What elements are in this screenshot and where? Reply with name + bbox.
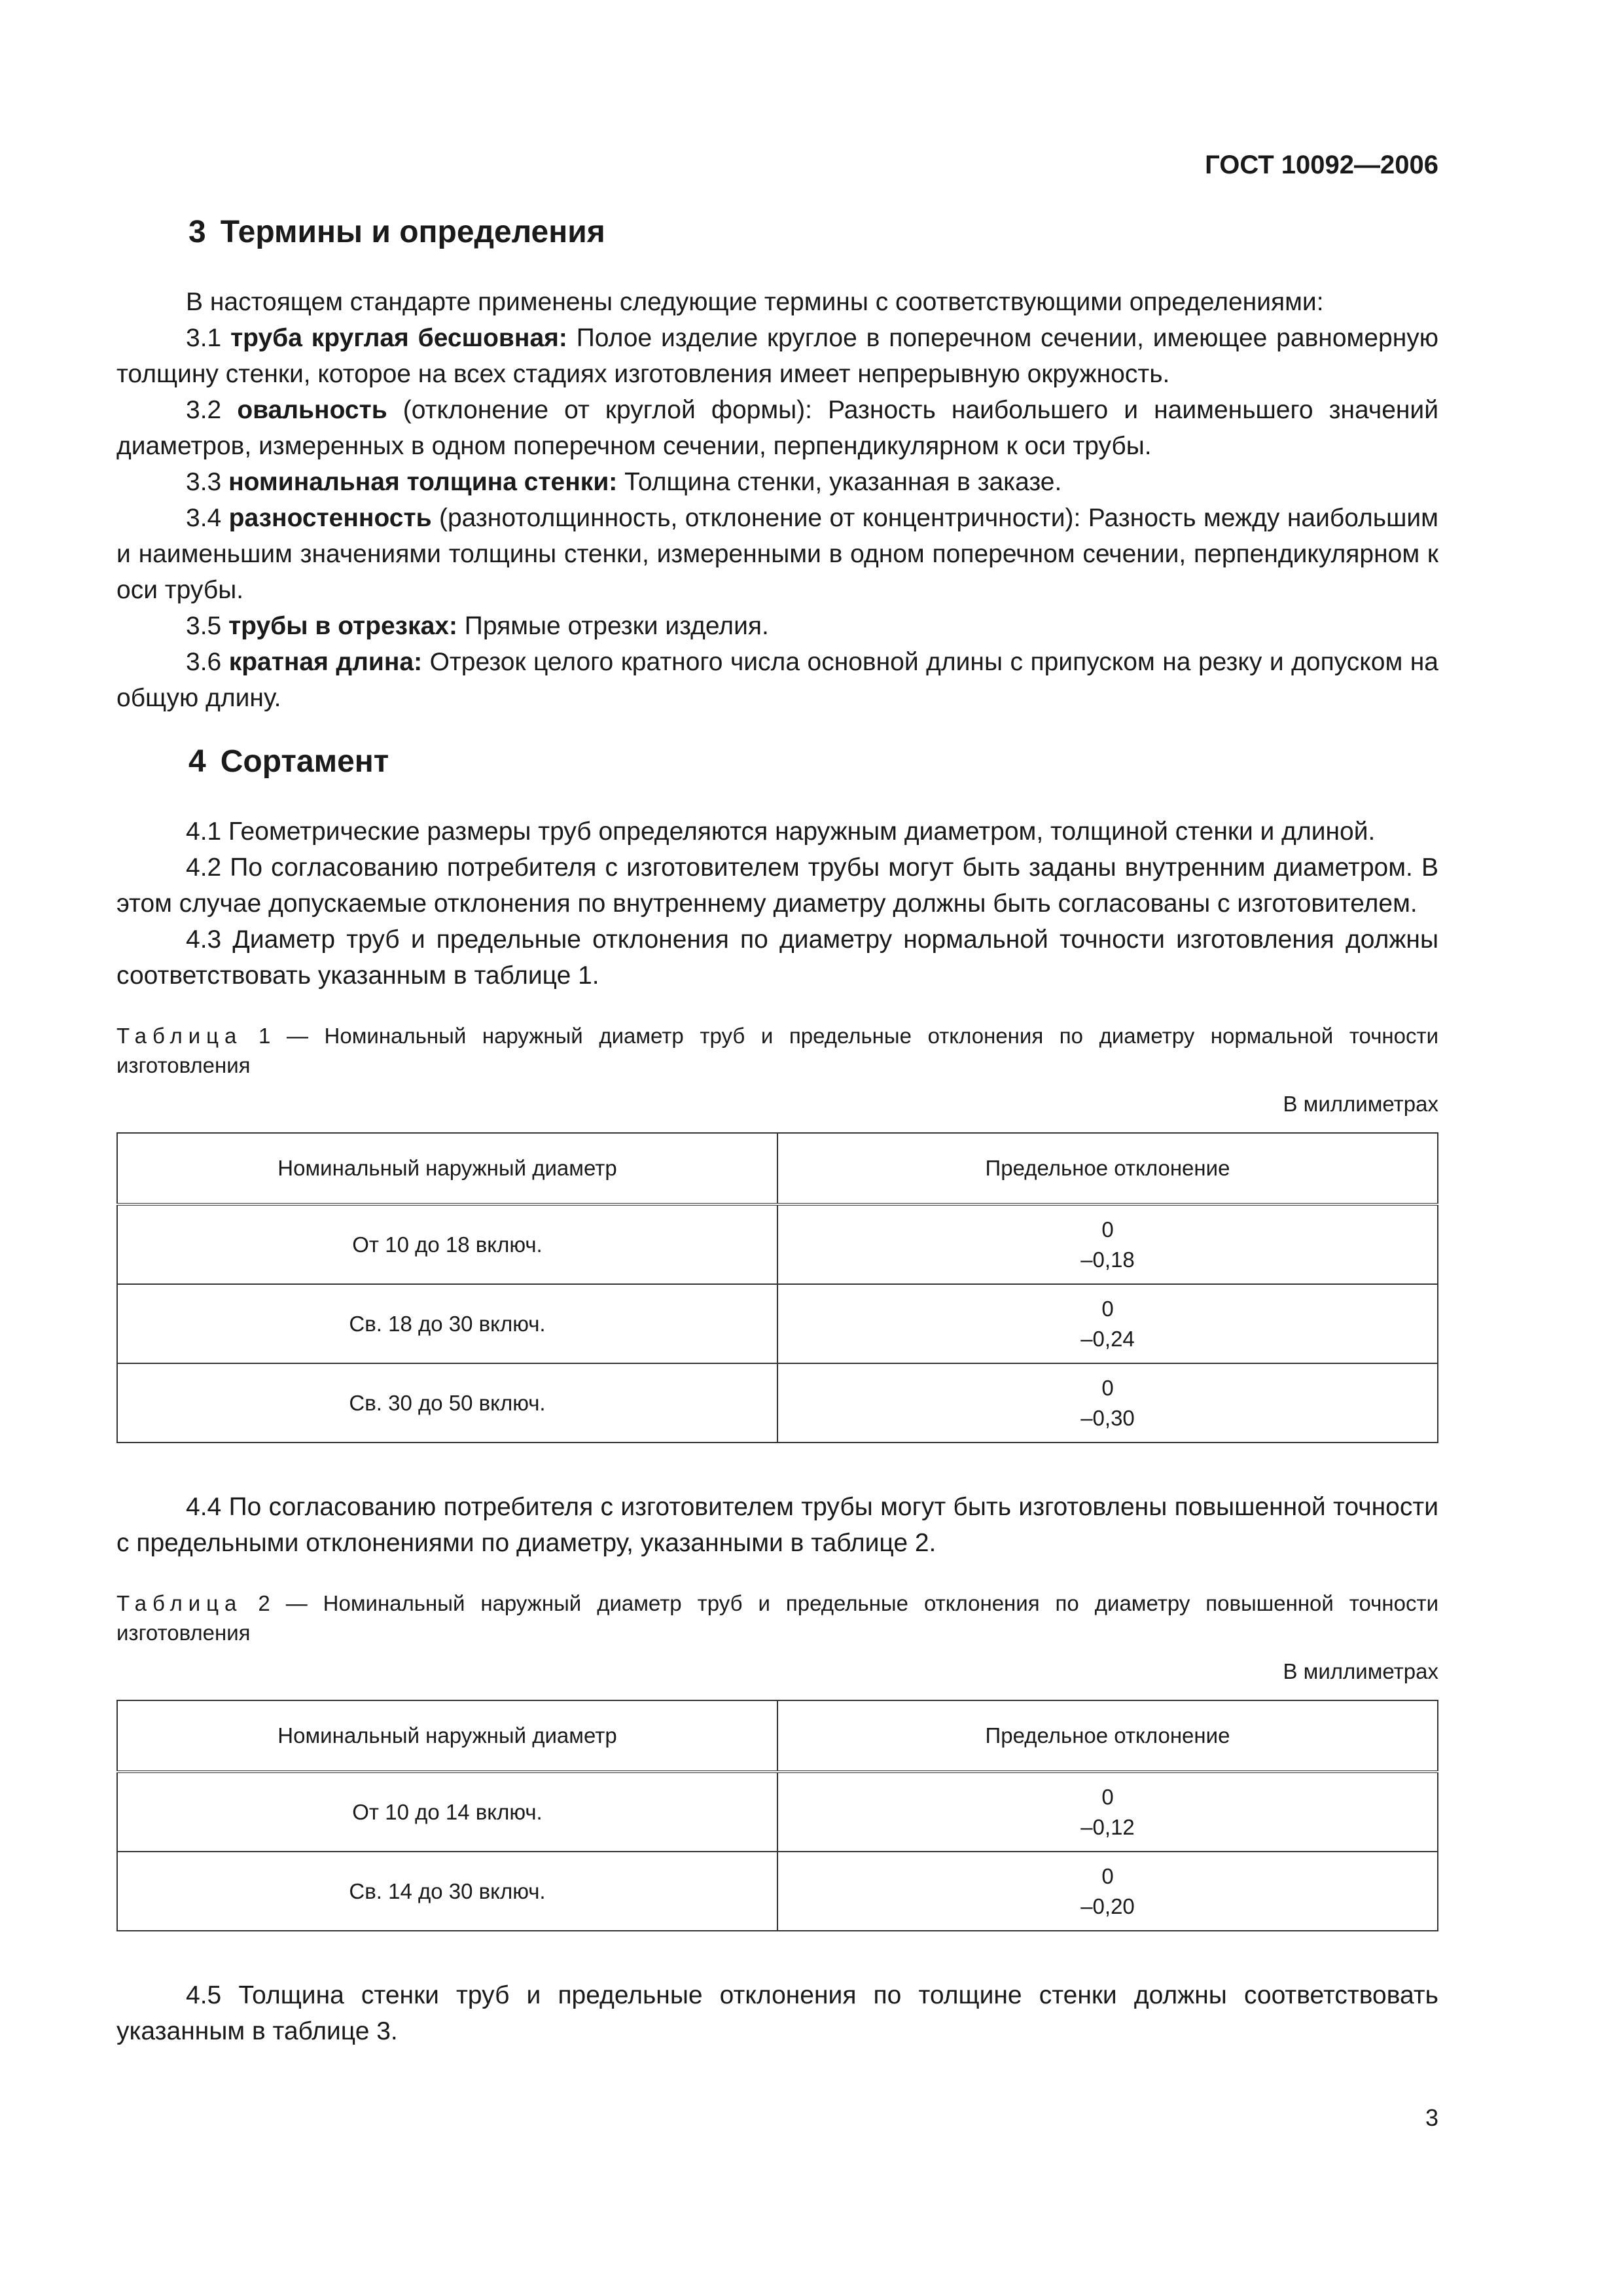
paragraph-4-2: 4.2 По согласованию потребителя с изготовителем трубы могут быть заданы внутренним диаметром. В этом случае допускаемые отклонения по внутреннему диаметру должны быть согласованы с изготовителем.	[116, 853, 1438, 918]
table-1-caption	[116, 1021, 1438, 1080]
term-name: трубы в отрезках:	[228, 612, 457, 640]
term-name: кратная длина:	[228, 648, 423, 676]
table-row	[117, 1772, 1438, 1852]
lower-deviation: –0,12	[1080, 1815, 1135, 1839]
term-number: 3.3	[186, 468, 222, 496]
paragraph-4-5: 4.5 Толщина стенки труб и предельные отклонения по толщине стенки должны соответствовать указанным в таблице 3.	[116, 1981, 1438, 2045]
deviation-cell	[777, 1284, 1438, 1363]
term-definition: Толщина стенки, указанная в заказе.	[624, 468, 1062, 496]
section-number: 3	[188, 215, 206, 249]
term-definition: Полое изделие круглое в поперечном сечении, имеющее равномерную толщину стенки, которое на всех стадиях изготовления имеет непрерывную окружность.	[116, 324, 1438, 388]
column-header: Предельное отклонение	[777, 1700, 1438, 1772]
term-item	[116, 392, 1438, 464]
document-page	[116, 151, 1438, 2049]
document-code: ГОСТ 10092—2006	[1205, 151, 1438, 179]
deviation-cell	[777, 1852, 1438, 1931]
term-number: 3.6	[186, 648, 222, 676]
term-item	[116, 320, 1438, 392]
terms-list	[116, 320, 1438, 716]
diameter-range-cell: От 10 до 18 включ.	[117, 1204, 777, 1284]
term-item	[116, 500, 1438, 608]
term-name: овальность	[237, 396, 387, 424]
term-item	[116, 464, 1438, 500]
diameter-range-cell: Св. 14 до 30 включ.	[117, 1852, 777, 1931]
paragraph-4-1: 4.1 Геометрические размеры труб определяются наружным диаметром, толщиной стенки и длиной.	[186, 817, 1376, 846]
term-number: 3.4	[186, 504, 222, 532]
paragraph-4-3: 4.3 Диаметр труб и предельные отклонения по диаметру нормальной точности изготовления должны соответствовать указанным в таблице 1.	[116, 925, 1438, 990]
table-caption-text: 1 — Номинальный наружный диаметр труб и предельные отклонения по диаметру нормальной точности изготовления	[116, 1024, 1439, 1077]
column-header: Номинальный наружный диаметр	[117, 1700, 777, 1772]
upper-deviation: 0	[1101, 1785, 1114, 1809]
upper-deviation: 0	[1101, 1864, 1114, 1888]
table-row	[117, 1363, 1438, 1443]
term-number: 3.1	[186, 324, 222, 352]
section-4-heading	[116, 744, 1438, 780]
section-3-intro: В настоящем стандарте применены следующие термины с соответствующими определениями:	[186, 288, 1324, 316]
lower-deviation: –0,30	[1080, 1406, 1135, 1430]
term-number: 3.5	[186, 612, 222, 640]
section-title: Термины и определения	[220, 215, 605, 249]
table-row	[117, 1204, 1438, 1284]
paragraph-4-4: 4.4 По согласованию потребителя с изготовителем трубы могут быть изготовлены повышенной точности с предельными отклонениями по диаметру, указанными в таблице 2.	[116, 1493, 1438, 1557]
table-header-row	[117, 1700, 1438, 1772]
term-definition: (отклонение от круглой формы): Разность наибольшего и наименьшего значений диаметров, измеренных в одном поперечном сечении, перпендикулярном к оси трубы.	[116, 396, 1439, 460]
term-definition: (разнотолщинность, отклонение от концентричности): Разность между наибольшим и наименьшим значениями толщины стенки, измеренными в одном поперечном сечении, перпендикулярном к оси трубы.	[116, 504, 1438, 604]
diameter-range-cell: От 10 до 14 включ.	[117, 1772, 777, 1852]
table-label: Таблица	[116, 1024, 243, 1048]
upper-deviation: 0	[1101, 1297, 1114, 1321]
term-name: труба круглая бесшовная:	[230, 324, 567, 352]
table-2	[116, 1700, 1438, 1931]
table-1-units: В миллиметрах	[1283, 1092, 1438, 1116]
section-number: 4	[188, 744, 206, 779]
term-item	[116, 644, 1438, 716]
lower-deviation: –0,24	[1080, 1327, 1135, 1351]
section-title: Сортамент	[220, 744, 389, 779]
column-header: Предельное отклонение	[777, 1133, 1438, 1204]
deviation-cell	[777, 1204, 1438, 1284]
lower-deviation: –0,20	[1080, 1894, 1135, 1918]
page-number: 3	[1425, 2104, 1438, 2131]
section-3-heading	[116, 214, 1438, 250]
lower-deviation: –0,18	[1080, 1247, 1135, 1272]
table-row	[117, 1284, 1438, 1363]
deviation-cell	[777, 1772, 1438, 1852]
column-header: Номинальный наружный диаметр	[117, 1133, 777, 1204]
deviation-cell	[777, 1363, 1438, 1443]
term-number: 3.2	[186, 396, 222, 424]
term-name: номинальная толщина стенки:	[228, 468, 618, 496]
term-definition: Прямые отрезки изделия.	[464, 612, 769, 640]
diameter-range-cell: Св. 18 до 30 включ.	[117, 1284, 777, 1363]
upper-deviation: 0	[1101, 1376, 1114, 1400]
diameter-range-cell: Св. 30 до 50 включ.	[117, 1363, 777, 1443]
term-item	[116, 608, 1438, 644]
table-row	[117, 1852, 1438, 1931]
term-name: разностенность	[228, 504, 432, 532]
table-header-row	[117, 1133, 1438, 1204]
table-caption-text: 2 — Номинальный наружный диаметр труб и предельные отклонения по диаметру повышенной точности изготовления	[116, 1591, 1439, 1645]
term-definition: Отрезок целого кратного числа основной длины с припуском на резку и допуском на общую длину.	[116, 648, 1438, 712]
table-label: Таблица	[116, 1591, 243, 1615]
table-2-caption	[116, 1588, 1438, 1647]
table-1	[116, 1132, 1438, 1443]
upper-deviation: 0	[1101, 1217, 1114, 1242]
table-2-units: В миллиметрах	[1283, 1659, 1438, 1683]
